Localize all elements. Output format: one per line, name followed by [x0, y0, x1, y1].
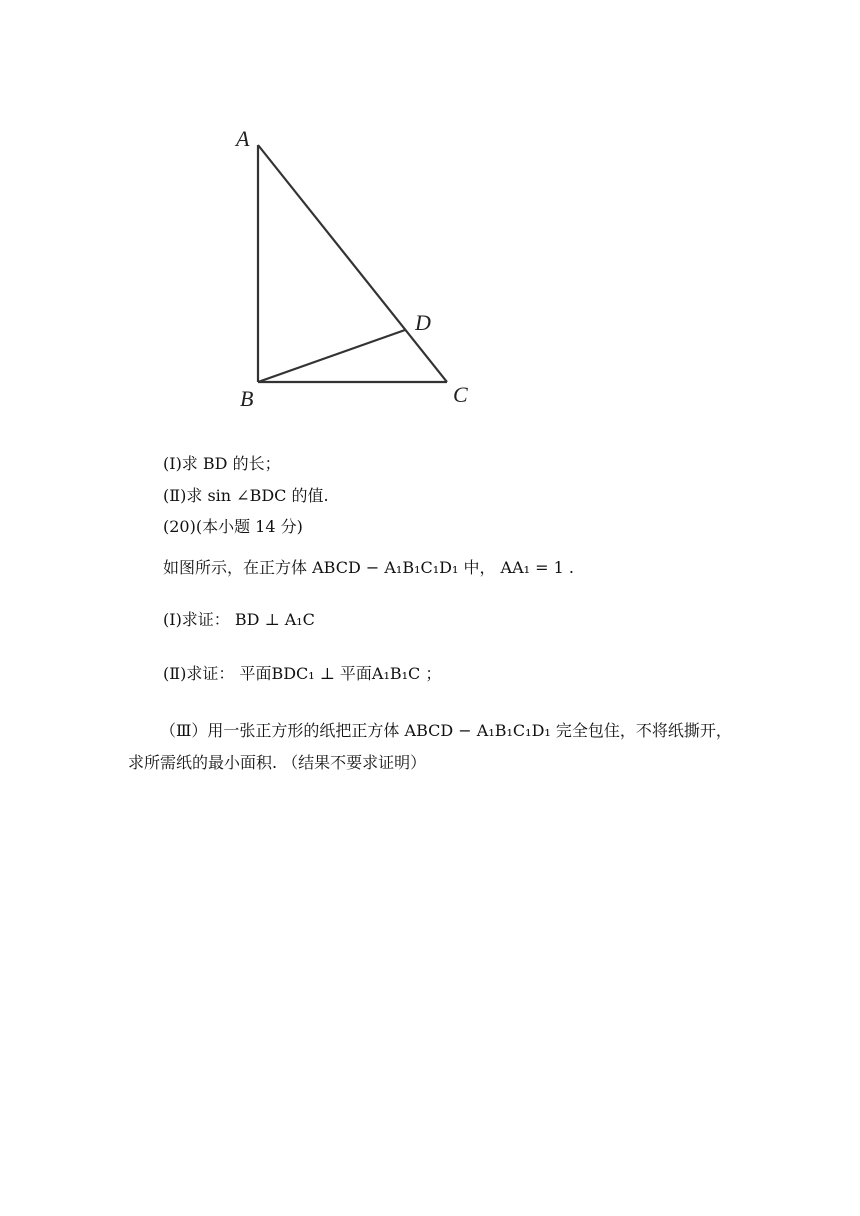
- triangle-diagram: [225, 118, 485, 418]
- q19-part1: (Ⅰ)求 BD 的长；: [163, 454, 281, 473]
- label-d: D: [415, 310, 431, 335]
- q20-part1: (Ⅰ)求证： BD ⊥ A₁C: [163, 610, 315, 629]
- label-b: B: [240, 386, 254, 411]
- label-c: C: [453, 382, 468, 407]
- triangle-figure: [225, 118, 485, 418]
- q20-header: (20)(本小题 14 分): [163, 517, 303, 536]
- q20-part3-line1: （Ⅲ）用一张正方形的纸把正方体 ABCD − A₁B₁C₁D₁ 完全包住，不将纸撕开，: [160, 721, 732, 740]
- q19-part2: (Ⅱ)求 sin ∠BDC 的值.: [163, 486, 329, 505]
- label-a: A: [236, 126, 250, 151]
- q20-part2: (Ⅱ)求证： 平面BDC₁ ⊥ 平面A₁B₁C ；: [163, 664, 442, 683]
- segment-ac: [258, 145, 447, 382]
- q20-part3-line2: 求所需纸的最小面积. （结果不要求证明）: [128, 753, 427, 772]
- segment-bd: [258, 330, 405, 382]
- q20-intro: 如图所示，在正方体 ABCD − A₁B₁C₁D₁ 中， AA₁ = 1 .: [163, 558, 575, 577]
